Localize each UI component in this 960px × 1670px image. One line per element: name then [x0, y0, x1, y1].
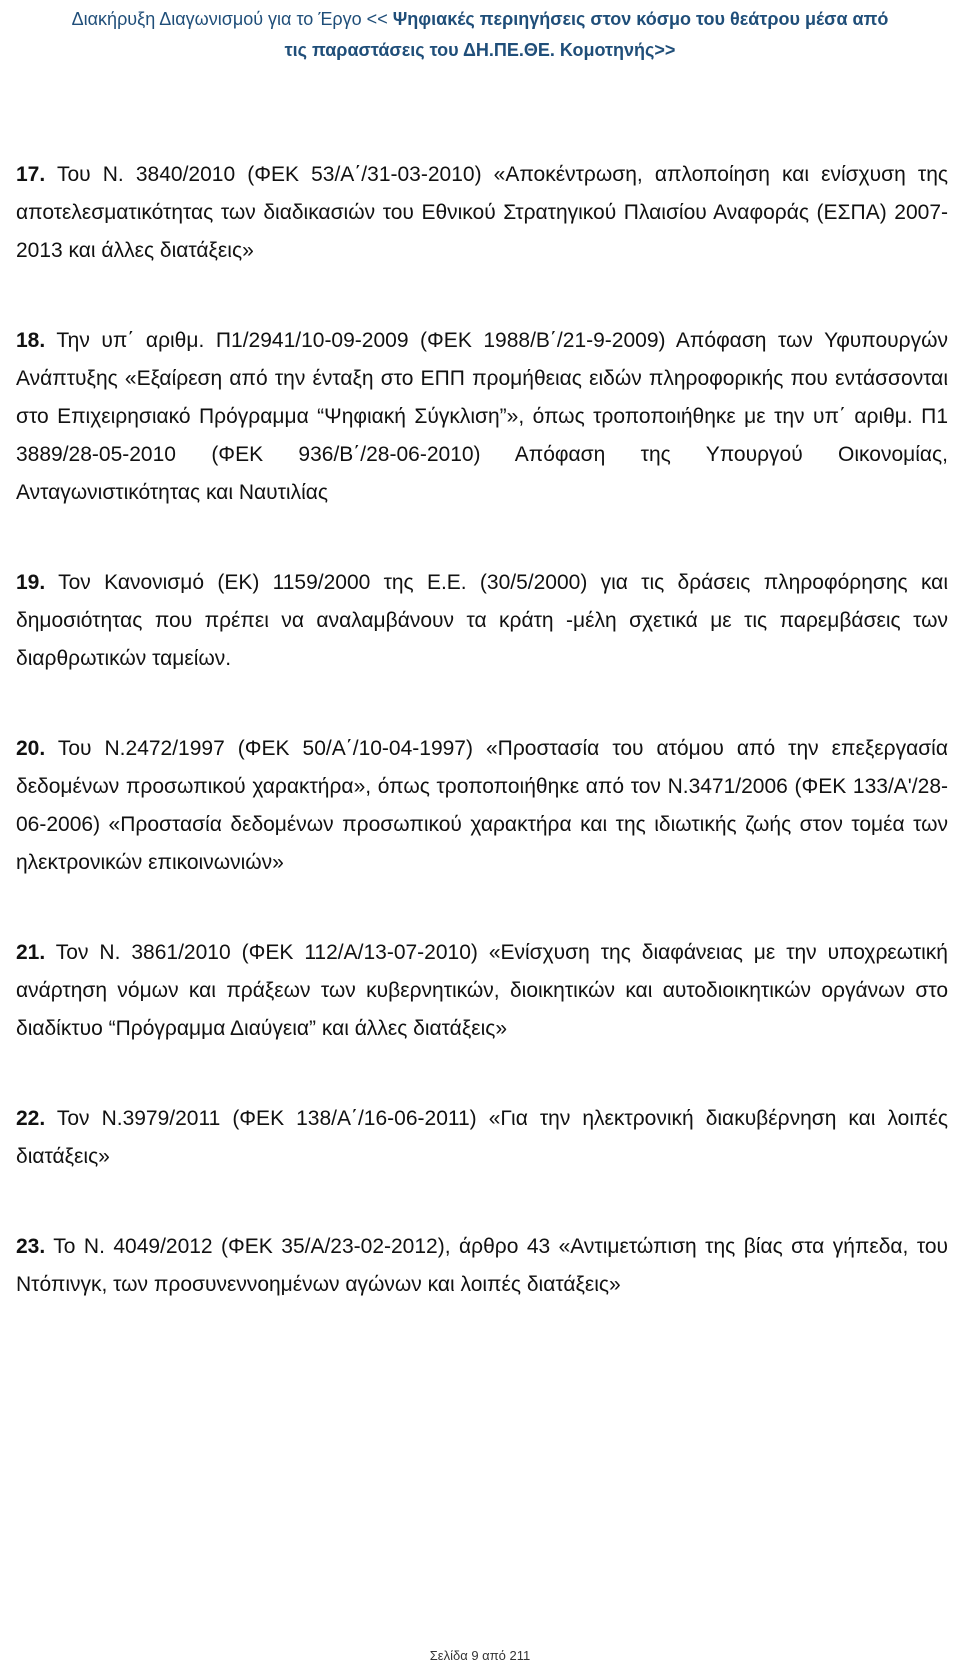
item-number: 20.	[16, 737, 46, 760]
item-number: 17.	[16, 163, 46, 186]
legal-reference-item-21	[16, 934, 948, 1048]
document-body	[16, 156, 948, 1356]
item-text: Το Ν. 4049/2012 (ΦΕΚ 35/Α/23-02-2012), άρθρο 43 «Αντιμετώπιση της βίας στα γήπεδα, του Ντόπινγκ, των προσυνεννοημένων αγώνων και λοιπές διατάξεις»	[16, 1235, 948, 1296]
legal-reference-item-18	[16, 322, 948, 512]
item-text: Τον Ν. 3861/2010 (ΦΕΚ 112/Α/13-07-2010) «Ενίσχυση της διαφάνειας με την υποχρεωτική ανάρτηση νόμων και πράξεων των κυβερνητικών, διοικητικών και αυτοδιοικητικών οργάνων στο διαδίκτυο “Πρόγραμμα Διαύγεια” και άλλες διατάξεις»	[16, 941, 948, 1040]
item-number: 22.	[16, 1107, 46, 1130]
item-text: Τον Κανονισμό (ΕΚ) 1159/2000 της Ε.Ε. (30/5/2000) για τις δράσεις πληροφόρησης και δημοσιότητας που πρέπει να αναλαμβάνουν τα κράτη -μέλη σχετικά με τις παρεμβάσεις των διαρθρωτικών ταμείων.	[16, 571, 948, 670]
item-text: Του Ν. 3840/2010 (ΦΕΚ 53/Α΄/31-03-2010) «Αποκέντρωση, απλοποίηση και ενίσχυση της αποτελεσματικότητας των διαδικασιών του Εθνικού Στρατηγικού Πλαισίου Αναφοράς (ΕΣΠΑ) 2007-2013 και άλλες διατάξεις»	[16, 163, 948, 262]
header-line-1	[20, 4, 940, 35]
item-text: Του Ν.2472/1997 (ΦΕΚ 50/Α΄/10-04-1997) «Προστασία του ατόμου από την επεξεργασία δεδομένων προσωπικού χαρακτήρα», όπως τροποποιήθηκε από τον Ν.3471/2006 (ΦΕΚ 133/Α'/28-06-2006) «Προστασία δεδομένων προσωπικού χαρακτήρα και της ιδιωτικής ζωής στον τομέα των ηλεκτρονικών επικοινωνιών»	[16, 737, 948, 874]
legal-reference-item-23	[16, 1228, 948, 1304]
item-text: Τον Ν.3979/2011 (ΦΕΚ 138/Α΄/16-06-2011) «Για την ηλεκτρονική διακυβέρνηση και λοιπές διατάξεις»	[16, 1107, 948, 1168]
header-project-title-part1: Ψηφιακές περιηγήσεις στον κόσμο του θεάτρου μέσα από	[392, 9, 889, 29]
item-number: 21.	[16, 941, 46, 964]
legal-reference-item-20	[16, 730, 948, 882]
legal-reference-item-22	[16, 1100, 948, 1176]
header-project-title-part2: τις παραστάσεις του ΔΗ.ΠΕ.ΘΕ. Κομοτηνής>>	[284, 40, 676, 60]
item-number: 23.	[16, 1235, 46, 1258]
page-header	[20, 4, 940, 66]
item-text: Την υπ΄ αριθμ. Π1/2941/10-09-2009 (ΦΕΚ 1988/Β΄/21-9-2009) Απόφαση των Υφυπουργών Ανάπτυξης «Εξαίρεση από την ένταξη στο ΕΠΠ προμήθειας ειδών πληροφορικής που εντάσσονται στο Επιχειρησιακό Πρόγραμμα “Ψηφιακή Σύγκλιση”», όπως τροποποιήθηκε με την υπ΄ αριθμ. Π1 3889/28-05-2010 (ΦΕΚ 936/Β΄/28-06-2010) Απόφαση της Υπουργού Οικονομίας, Ανταγωνιστικότητας και Ναυτιλίας	[16, 329, 948, 504]
item-number: 19.	[16, 571, 46, 594]
header-prefix: Διακήρυξη Διαγωνισμού για το Έργο <<	[71, 9, 393, 29]
item-number: 18.	[16, 329, 46, 352]
page-number-footer: Σελίδα 9 από 211	[429, 1648, 531, 1663]
legal-reference-item-19	[16, 564, 948, 678]
legal-reference-item-17	[16, 156, 948, 270]
